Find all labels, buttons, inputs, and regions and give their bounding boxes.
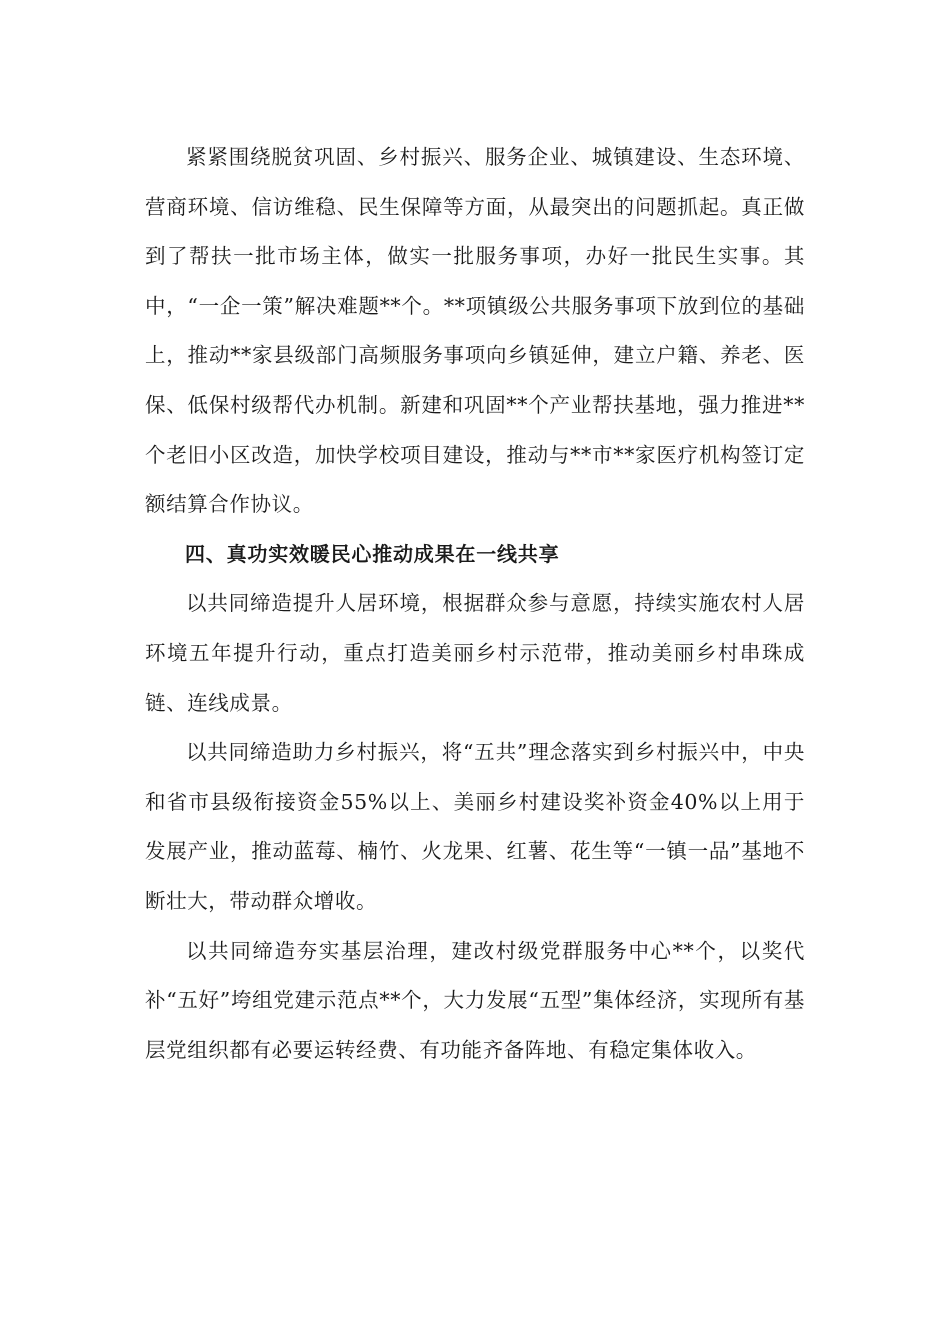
paragraph-rural-revitalization: 以共同缔造助力乡村振兴，将“五共”理念落实到乡村振兴中，中央和省市县级衔接资金55%以上、美丽乡村建设奖补资金40%以上用于发展产业，推动蓝莓、楠竹、火龙果、红薯、花生等“一镇一品”基地不断壮大，带动群众增收。 [145,740,805,913]
paragraph-living-environment: 以共同缔造提升人居环境，根据群众参与意愿，持续实施农村人居环境五年提升行动，重点打造美丽乡村示范带，推动美丽乡村串珠成链、连线成景。 [145,591,805,715]
document-body [145,133,805,1075]
paragraph-grassroots-governance: 以共同缔造夯实基层治理，建改村级党群服务中心**个，以奖代补“五好”垮组党建示范点**个，大力发展“五型”集体经济，实现所有基层党组织都有必要运转经费、有功能齐备阵地、有稳定集体收入。 [145,938,805,1062]
section-heading: 四、真功实效暖民心推动成果在一线共享 [185,541,560,566]
paragraph-service-work: 紧紧围绕脱贫巩固、乡村振兴、服务企业、城镇建设、生态环境、营商环境、信访维稳、民生保障等方面，从最突出的问题抓起。真正做到了帮扶一批市场主体，做实一批服务事项，办好一批民生实事。其中，“一企一策”解决难题**个。**项镇级公共服务事项下放到位的基础上，推动**家县级部门高频服务事项向乡镇延伸，建立户籍、养老、医保、低保村级帮代办机制。新建和巩固**个产业帮扶基地，强力推进**个老旧小区改造，加快学校项目建设，推动与**市**家医疗机构签订定额结算合作协议。 [145,145,805,517]
